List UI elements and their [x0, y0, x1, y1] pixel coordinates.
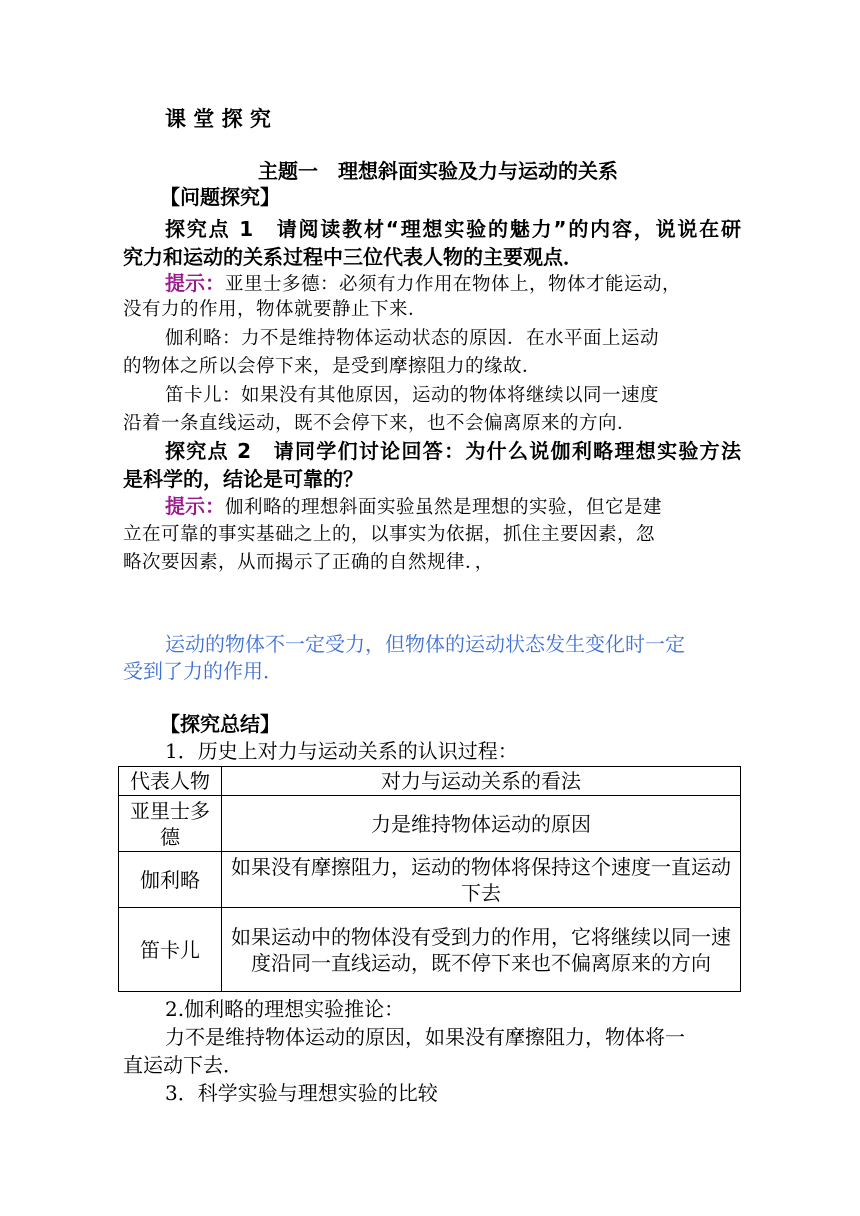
problem-heading: 【问题探究】: [160, 185, 280, 209]
summary-heading: 【探究总结】: [160, 712, 280, 736]
summary-item-3: 3．科学实验与理想实验的比较: [165, 1081, 438, 1105]
point2-question-line1: 探究点 2 请同学们讨论回答：为什么说伽利略理想实验方法: [165, 439, 741, 463]
point2-hint-text: 伽利略的理想斜面实验虽然是理想的实验，但它是建: [225, 497, 663, 518]
table-header-row: [119, 767, 741, 796]
table-cell-person: 亚里士多德: [119, 796, 222, 852]
galileo-view-cont: 的物体之所以会停下来，是受到摩擦阻力的缘故．: [123, 356, 542, 377]
point1-hint-line1: [165, 270, 681, 298]
table-header-cell: 代表人物: [119, 767, 222, 796]
summary-item-1: 1．历史上对力与运动关系的认识过程：: [165, 739, 518, 763]
point2-question-line2: 是科学的，结论是可靠的？: [123, 467, 363, 491]
table-cell-person: 笛卡儿: [119, 908, 222, 992]
point1-question-line2: 究力和运动的关系过程中三位代表人物的主要观点．: [123, 245, 583, 269]
point2-hint-line2: 立在可靠的事实基础之上的，以事实为依据，抓住主要因素，忽: [123, 524, 656, 545]
hint-label: 提示：: [165, 271, 225, 295]
galileo-view: 伽利略：力不是维持物体运动状态的原因．在水平面上运动: [165, 328, 660, 349]
section-title: 课 堂 探 究: [165, 107, 271, 131]
table-row: [119, 852, 741, 908]
descartes-view-cont: 沿着一条直线运动，既不会停下来，也不会偏离原来的方向．: [123, 413, 637, 434]
summary-table: [118, 766, 741, 992]
note-line1: 运动的物体不一定受力，但物体的运动状态发生变化时一定: [165, 632, 685, 656]
table-cell-view: 如果没有摩擦阻力，运动的物体将保持这个速度一直运动下去: [222, 852, 741, 908]
table-row: [119, 908, 741, 992]
table-header-cell: 对力与运动关系的看法: [222, 767, 741, 796]
table-cell-person: 伽利略: [119, 852, 222, 908]
table-cell-view: 力是维持物体运动的原因: [222, 796, 741, 852]
point2-hint-line3: 略次要因素，从而揭示了正确的自然规律．，: [123, 552, 494, 573]
aristotle-view: 亚里士多德：必须有力作用在物体上，物体才能运动，: [225, 274, 682, 295]
table-row: [119, 796, 741, 852]
summary-item-2-body: 力不是维持物体运动的原因，如果没有摩擦阻力，物体将一: [165, 1025, 685, 1049]
note-line2: 受到了力的作用．: [123, 659, 283, 683]
hint-label-2: 提示：: [165, 494, 225, 518]
summary-item-2: 2.伽利略的理想实验推论：: [165, 997, 405, 1021]
point1-question-line1: 探究点 1 请阅读教材“理想实验的魅力”的内容，说说在研: [165, 217, 741, 241]
descartes-view: 笛卡儿：如果没有其他原因，运动的物体将继续以同一速度: [165, 385, 660, 406]
topic-title: 主题一 理想斜面实验及力与运动的关系: [258, 159, 618, 183]
summary-item-2-body-cont: 直运动下去．: [123, 1053, 243, 1077]
table-cell-view: 如果运动中的物体没有受到力的作用，它将继续以同一速度沿同一直线运动，既不停下来也不偏离原来的方向: [222, 908, 741, 992]
point2-hint-line1: [165, 493, 662, 521]
aristotle-view-cont: 没有力的作用，物体就要静止下来．: [123, 299, 428, 320]
